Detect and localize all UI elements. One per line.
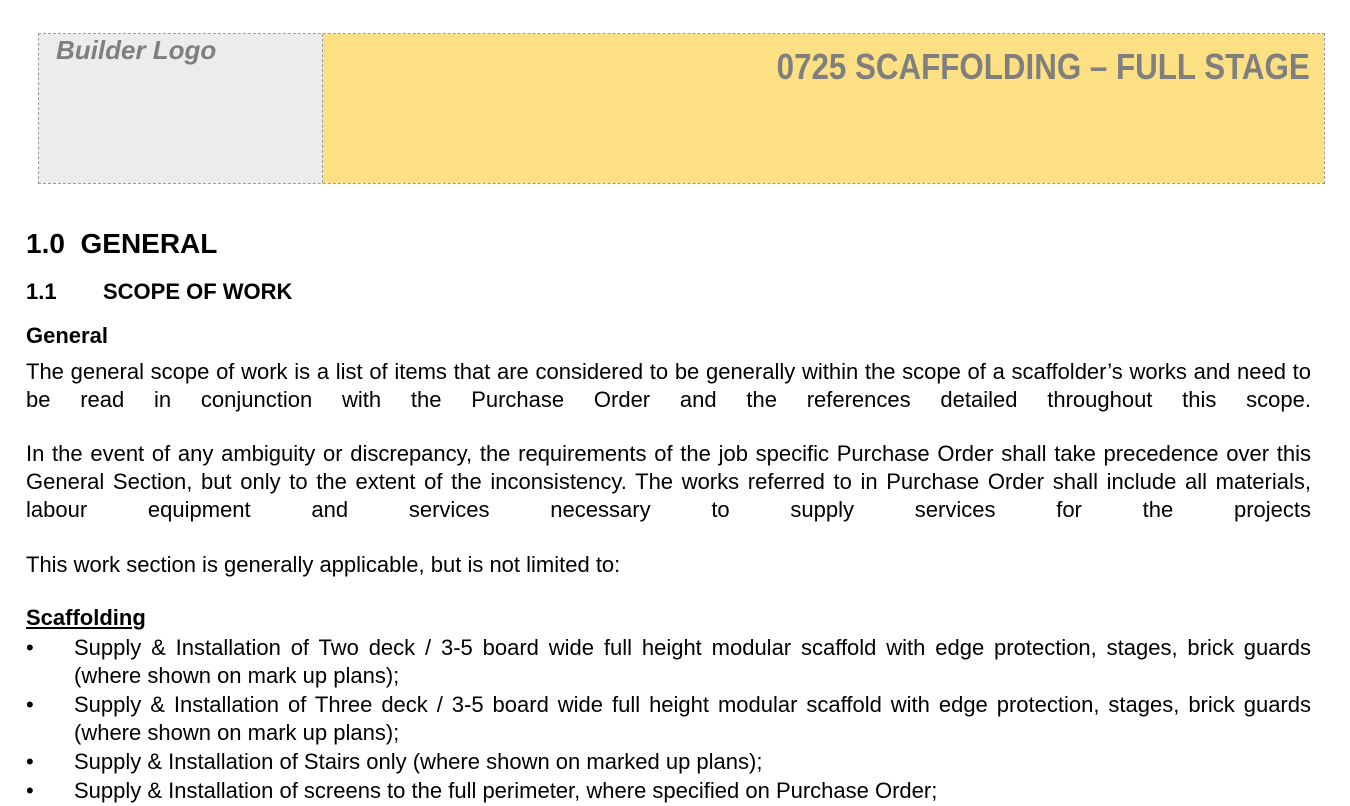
logo-cell <box>39 34 323 183</box>
bullet-icon: • <box>26 778 34 803</box>
title-cell <box>323 34 1324 183</box>
paragraph-scope: The general scope of work is a list of items that are considered to be generally within the scope of a scaffolder’s works and need to be read in conjunction with the Purchase Order and the references detailed throughout this scope. <box>26 359 1311 412</box>
list-item-text: Supply & Installation of Two deck / 3-5 board wide full height modular scaffold with edge protection, stages, brick guards (where shown on mark up plans); <box>74 635 1311 688</box>
paragraph-applicability: This work section is generally applicable, but is not limited to: <box>26 552 621 577</box>
bullet-icon: • <box>26 635 34 660</box>
builder-logo: Builder Logo <box>56 35 217 65</box>
bullet-icon: • <box>26 692 34 717</box>
list-item-text: Supply & Installation of Stairs only (where shown on marked up plans); <box>74 749 763 774</box>
document-title: 0725 SCAFFOLDING – FULL STAGE <box>776 46 1310 87</box>
scaffolding-list <box>26 634 1311 806</box>
general-heading: General <box>26 323 108 348</box>
section-heading: 1.0 GENERAL <box>26 228 218 259</box>
list-item-text: Supply & Installation of screens to the full perimeter, where specified on Purchase Order; <box>74 778 938 803</box>
bullet-icon: • <box>26 749 34 774</box>
scaffolding-heading: Scaffolding <box>26 605 146 630</box>
list-item <box>26 691 1311 747</box>
subsection-number: 1.1 <box>26 279 57 304</box>
document-header <box>38 33 1325 184</box>
list-item <box>26 748 1311 776</box>
list-item <box>26 777 1311 805</box>
paragraph-ambiguity: In the event of any ambiguity or discrepancy, the requirements of the job specific Purchase Order shall take precedence over this General Section, but only to the extent of the inconsistency. The works referred to in Purchase Order shall include all materials, labour equipment and services necessary to supply services for the projects <box>26 441 1311 522</box>
list-item <box>26 634 1311 690</box>
list-item-text: Supply & Installation of Three deck / 3-5 board wide full height modular scaffold with edge protection, stages, brick guards (where shown on mark up plans); <box>74 692 1311 745</box>
subsection-heading <box>26 279 292 305</box>
subsection-title: SCOPE OF WORK <box>103 279 293 304</box>
